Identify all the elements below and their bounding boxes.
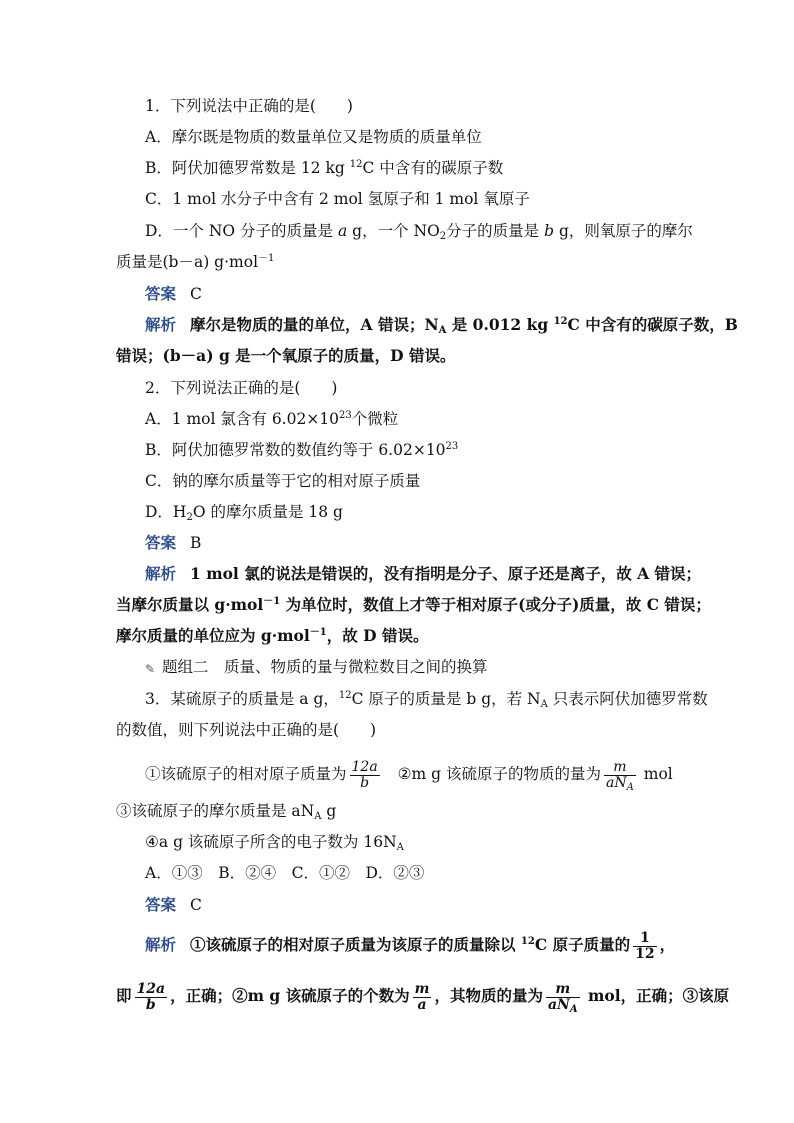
analysis-label: 解析	[145, 935, 177, 954]
q1-answer: 答案 C	[145, 284, 202, 303]
q2-analysis-cont-2: 摩尔质量的单位应为 g·mol$^{-1}$，故 D 错误。	[116, 626, 429, 645]
q2-option-a: A．1 mol 氯含有 $6.02\times 10^{23}$个微粒	[145, 410, 399, 428]
fraction-m-over-a: $\frac{m}{a}$	[414, 980, 430, 1013]
fraction-m-over-aNA: $\frac{m}{aN_A}$	[606, 758, 634, 793]
fraction-12a-over-b: $\frac{12a}{b}$	[136, 980, 166, 1013]
q3-option-3: ③该硫原子的摩尔质量是 $aN_A$ g	[116, 802, 337, 822]
answer-label: 答案	[145, 895, 177, 914]
q1-analysis-cont: 错误；(b－a) g 是一个氧原子的质量，D 错误。	[116, 346, 456, 365]
pencil-icon: ✎	[145, 662, 156, 676]
q2-analysis: 解析 1 mol 氯的说法是错误的，没有指明是分子、原子还是离子，故 A 错误；	[145, 564, 702, 583]
q3-analysis: 解析 ①该硫原子的相对原子质量为该原子的质量除以 $^{12}$C 原子质量的 $\frac{1}{12}$ ，	[145, 929, 676, 962]
q1-option-c: C．1 mol 水分子中含有 2 mol 氢原子和 1 mol 氧原子	[145, 190, 530, 208]
q2-option-c: C．钠的摩尔质量等于它的相对原子质量	[145, 472, 421, 490]
q1-option-d-cont: 质量是(b－a) g·mol$^{-1}$	[116, 253, 275, 271]
q2-option-b: B．阿伏加德罗常数的数值约等于 $6.02\times 10^{23}$	[145, 441, 459, 459]
fraction-1-over-12: $\frac{1}{12}$	[635, 929, 655, 962]
analysis-label: 解析	[145, 564, 177, 583]
fraction-12a-over-b: $\frac{12a}{b}$	[351, 758, 378, 791]
q3-answer: 答案 C	[145, 895, 202, 914]
fraction-m-over-aNA: $\frac{m}{aN_A}$	[547, 980, 578, 1015]
q2-analysis-cont-1: 当摩尔质量以 g·mol$^{-1}$ 为单位时，数值上才等于相对原子(或分子)质量，故 C 错误；	[116, 595, 711, 614]
q3-choices: A．①③ B．②④ C．①② D．②③	[145, 864, 425, 882]
q1-option-d: D．一个 NO 分子的质量是 a g，一个 $NO_2$分子的质量是 b g，则氧原子的摩尔	[145, 222, 693, 242]
group2-heading: ✎ 题组二 质量、物质的量与微粒数目之间的换算	[145, 658, 488, 676]
answer-label: 答案	[145, 284, 177, 303]
q3-stem: 3．某硫原子的质量是 a g，$^{12}$C 原子的质量是 b g，若 $N_A$ 只表示阿伏加德罗常数	[145, 690, 708, 710]
q1-stem: 1．下列说法中正确的是( )	[145, 97, 353, 115]
q2-answer: 答案 B	[145, 533, 202, 552]
q2-option-d: D．$H_2O$ 的摩尔质量是 18 g	[145, 503, 343, 523]
q3-analysis-cont: 即 $\frac{12a}{b}$ ，正确；②m g 该硫原子的个数为 $\frac{m}{a}$ ，其物质的量为 $\frac{m}{aN_A}$ mol，正确；③该原	[116, 980, 730, 1015]
q1-option-a: A．摩尔既是物质的数量单位又是物质的质量单位	[145, 128, 482, 146]
q2-stem: 2．下列说法正确的是( )	[145, 379, 338, 397]
answer-label: 答案	[145, 533, 177, 552]
q1-analysis: 解析 摩尔是物质的量的单位，A 错误；$N_A$ 是 0.012 kg $^{12}$C 中含有的碳原子数，B	[145, 315, 738, 336]
analysis-label: 解析	[145, 315, 177, 334]
q3-stem-cont: 的数值，则下列说法中正确的是( )	[116, 721, 377, 739]
q3-options-1-2: ①该硫原子的相对原子质量为 $\frac{12a}{b}$ ②m g 该硫原子的物质的量为 $\frac{m}{aN_A}$ mol	[145, 758, 673, 793]
q1-option-b: B．阿伏加德罗常数是 12 kg $^{12}$C 中含有的碳原子数	[145, 159, 504, 177]
q3-option-4: ④a g 该硫原子所含的电子数为 $16N_A$	[145, 833, 404, 853]
